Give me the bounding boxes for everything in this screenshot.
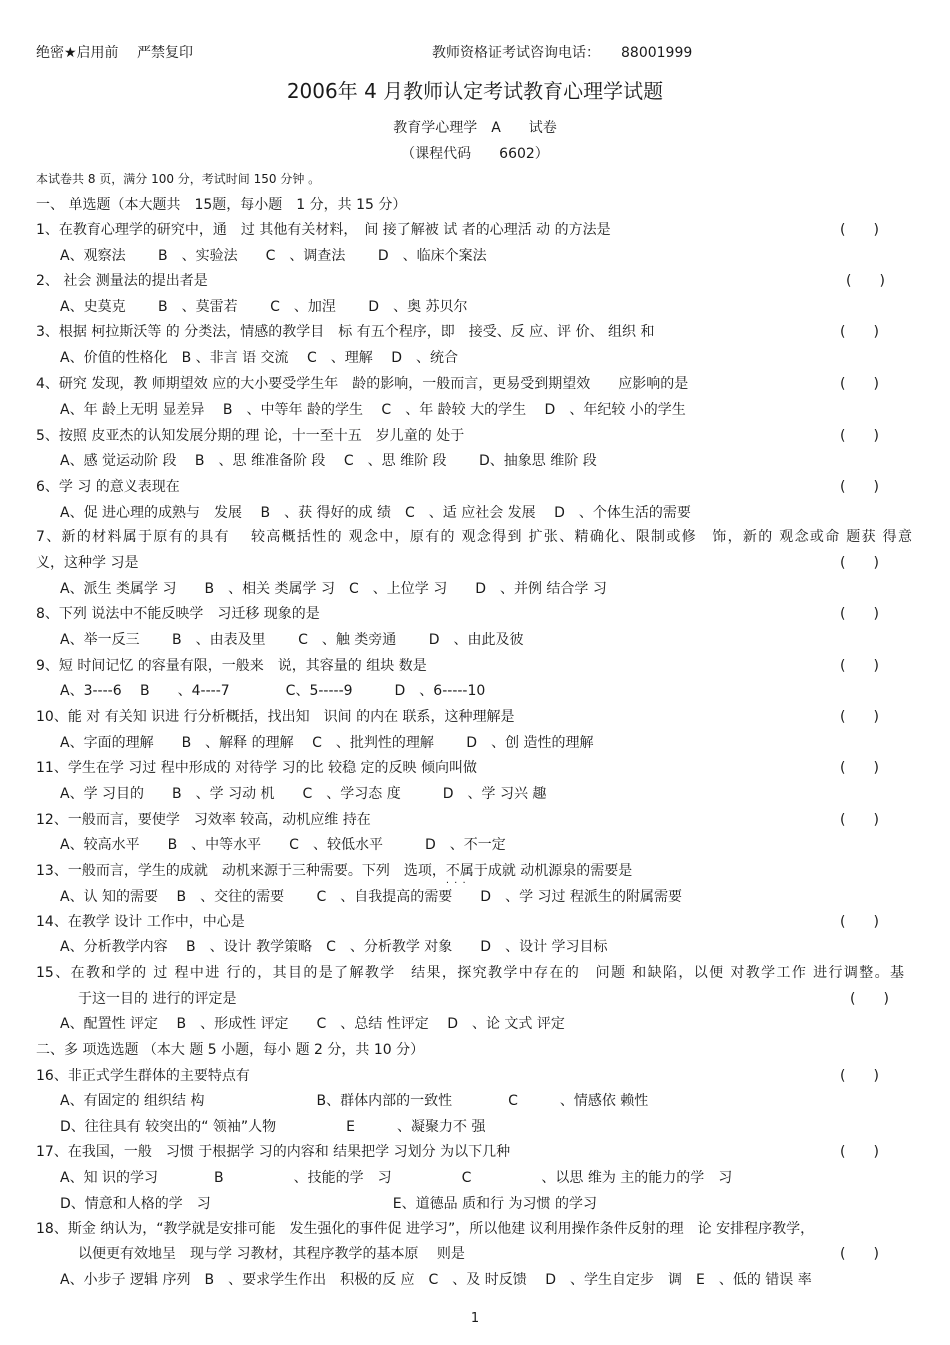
answer-blank: ( ): [840, 376, 879, 392]
question-stem: 10、能 对 有关知 识进 行分析概括，找出知 识间 的内在 联系，这种理解是: [36, 709, 515, 725]
question-options: A、字面的理解 B 、解释 的理解 C 、批判性的理解 D 、创 造性的理解: [60, 735, 594, 751]
answer-blank: ( ): [840, 812, 879, 828]
page-number: 1: [470, 1311, 480, 1326]
question-stem-continued: 义，这种学 习是: [36, 555, 139, 571]
question-stem: 4、研究 发现，教 师期望效 应的大小要受学生年 龄的影响，一般而言，更易受到期望效 应影响的是: [36, 376, 689, 392]
question-stem: [36, 862, 632, 880]
question-stem: 3、根据 柯拉斯沃等 的 分类法，情感的教学目 标 有五个程序，即 接受、反 应、评 价、 组织 和: [36, 324, 655, 340]
answer-blank: ( ): [840, 555, 879, 571]
answer-blank: ( ): [840, 658, 879, 674]
answer-blank: ( ): [840, 428, 879, 444]
question-stem: 5、按照 皮亚杰的认知发展分期的理 论，十一至十五 岁儿童的 处于: [36, 428, 465, 444]
question-stem: 2、 社会 测量法的提出者是: [36, 273, 208, 289]
page-title: 2006年 4 月教师认定考试教育心理学试题: [286, 79, 664, 103]
header-confidential: 绝密★启用前 严禁复印: [36, 45, 194, 61]
question-options: A、举一反三 B 、由表及里 C 、触 类旁通 D 、由此及彼: [60, 632, 524, 648]
question-stem: 14、在教学 设计 工作中，中心是: [36, 914, 245, 930]
emphasized-negation: 不属于 · · ·: [446, 863, 488, 879]
question-options: A、3----6 B 、4----7 C、5-----9 D 、6-----10: [60, 683, 486, 699]
answer-blank: ( ): [840, 760, 879, 776]
question-options: A、较高水平 B 、中等水平 C 、较低水平 D 、不一定: [60, 837, 506, 853]
section-heading-multiple-choice: 二、多 项选选题 （本大 题 5 小题，每小 题 2 分，共 10 分）: [36, 1042, 425, 1058]
answer-blank: ( ): [850, 991, 889, 1007]
question-stem-continued: 以便更有效地呈 现与学 习教材，其程序教学的基本原 则是: [78, 1246, 465, 1262]
question-options: A、认 知的需要 B 、交往的需要 C 、自我提高的需要 D 、学 习过 程派生的附属需要: [60, 889, 682, 905]
question-options-second-row: D、往往具有 较突出的“ 领袖”人物 E 、凝聚力不 强: [60, 1119, 486, 1135]
question-options-second-row: D、情意和人格的学 习 E、道德品 质和行 为习惯 的学习: [60, 1196, 597, 1212]
answer-blank: ( ): [840, 606, 879, 622]
question-stem: 15、在教和学的 过 程中进 行的，其目的是了解教学 结果，探究教学中存在的 问题 和缺陷，以便 对教学工作 进行调整。基: [36, 965, 904, 981]
question-options: A、派生 类属学 习 B 、相关 类属学 习 C 、上位学 习 D 、并例 结合学 习: [60, 581, 607, 597]
answer-blank: ( ): [840, 709, 879, 725]
question-options: A、有固定的 组织结 构 B、群体内部的一致性 C 、情感依 赖性: [60, 1093, 649, 1109]
question-options: A、知 识的学习 B 、技能的学 习 C 、以思 维为 主的能力的学 习: [60, 1170, 733, 1186]
question-options: A、促 进心理的成熟与 发展 B 、获 得好的成 绩 C 、适 应社会 发展 D 、个体生活的需要: [60, 505, 691, 521]
subtitle-paper: 教育学心理学 A 试卷: [393, 120, 557, 136]
answer-blank: ( ): [840, 324, 879, 340]
question-stem: 17、在我国，一般 习惯 于根据学 习的内容和 结果把学 习划分 为以下几种: [36, 1144, 511, 1160]
question-stem-tail: 成就 动机源泉的需要是: [487, 863, 633, 879]
question-options: A、分析教学内容 B 、设计 教学策略 C 、分析教学 对象 D 、设计 学习目标: [60, 939, 608, 955]
subtitle-course-code: （课程代码 6602）: [401, 146, 549, 162]
answer-blank: ( ): [846, 273, 885, 289]
answer-blank: ( ): [840, 1144, 879, 1160]
question-options: A、学 习目的 B 、学 习动 机 C 、学习态 度 D 、学 习兴 趣: [60, 786, 547, 802]
question-stem: 9、短 时间记忆 的容量有限，一般来 说，其容量的 组块 数是: [36, 658, 427, 674]
question-stem: 12、一般而言，要使学 习效率 较高，动机应维 持在: [36, 812, 371, 828]
answer-blank: ( ): [840, 479, 879, 495]
question-stem: 16、非正式学生群体的主要特点有: [36, 1068, 250, 1084]
question-options: A、观察法 B 、实验法 C 、调查法 D 、临床个案法: [60, 248, 487, 264]
question-stem: 8、下列 说法中不能反映学 习迁移 现象的是: [36, 606, 320, 622]
question-stem: 6、学 习 的意义表现在: [36, 479, 180, 495]
question-stem: 1、在教育心理学的研究中，通 过 其他有关材料， 间 接了解被 试 者的心理活 动 的方法是: [36, 222, 611, 238]
answer-blank: ( ): [840, 1246, 879, 1262]
header-phone: 教师资格证考试咨询电话： 88001999: [432, 45, 693, 61]
question-stem: 11、学生在学 习过 程中形成的 对待学 习的比 较稳 定的反映 倾向叫做: [36, 760, 477, 776]
question-options: A、感 觉运动阶 段 B 、思 维准备阶 段 C 、思 维阶 段 D、抽象思 维阶 段: [60, 453, 597, 469]
question-options: A、价值的性格化 B 、非言 语 交流 C 、理解 D 、统合: [60, 350, 458, 366]
question-stem: 18、斯金 纳认为，“教学就是安排可能 发生强化的事件促 进学习”，所以他建 议利用操作条件反射的理 论 安排程序教学，: [36, 1221, 815, 1237]
question-options: A、配置性 评定 B 、形成性 评定 C 、总结 性评定 D 、论 文式 评定: [60, 1016, 565, 1032]
exam-note: 本试卷共 8 页，满分 100 分，考试时间 150 分钟 。: [36, 172, 321, 186]
question-stem-continued: 于这一目的 进行的评定是: [78, 991, 237, 1007]
answer-blank: ( ): [840, 222, 879, 238]
question-options: A、小步子 逻辑 序列 B 、要求学生作出 积极的反 应 C 、及 时反馈 D 、学生自定步 调 E 、低的 错误 率: [60, 1272, 812, 1288]
answer-blank: ( ): [840, 914, 879, 930]
answer-blank: ( ): [840, 1068, 879, 1084]
question-options: A、年 龄上无明 显差异 B 、中等年 龄的学生 C 、年 龄较 大的学生 D 、年纪较 小的学生: [60, 402, 686, 418]
question-stem: 7、新的材料属于原有的具有 较高概括性的 观念中，原有的 观念得到 扩张、精确化、限制或修 饰，新的 观念或命 题获 得意: [36, 529, 912, 545]
question-stem-head: 13、一般而言，学生的成就 动机来源于三种需要。下列 选项，: [36, 863, 446, 879]
section-heading-single-choice: 一、 单选题（本大题共 15题，每小题 1 分，共 15 分）: [36, 197, 407, 213]
question-options: A、史莫克 B 、莫雷若 C 、加涅 D 、奥 苏贝尔: [60, 299, 468, 315]
